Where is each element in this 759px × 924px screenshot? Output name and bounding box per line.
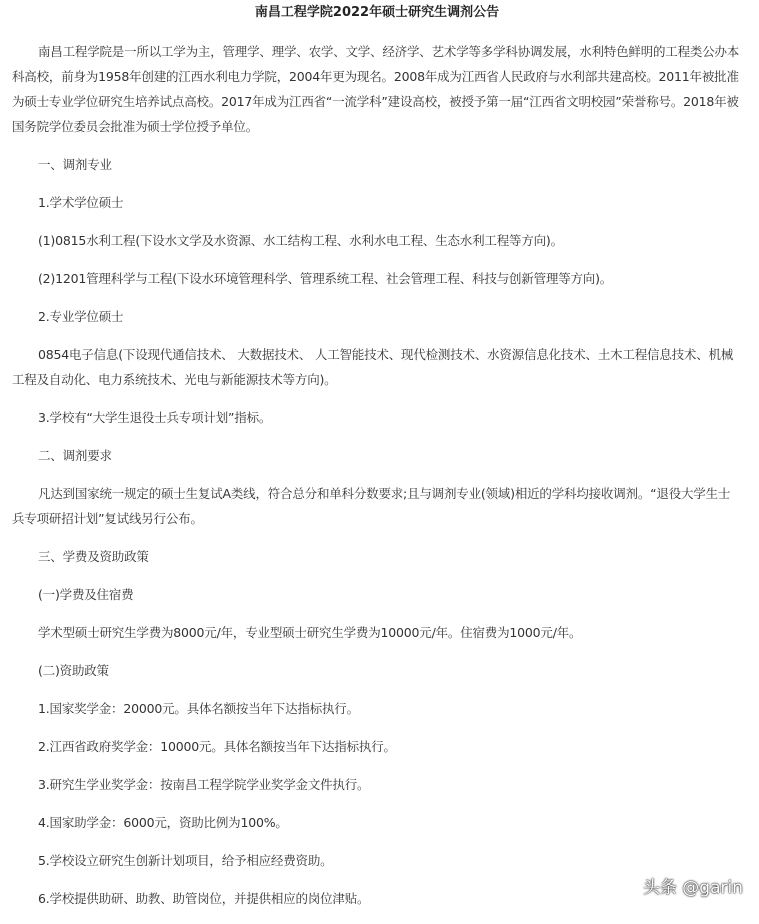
paragraph: 三、学费及资助政策 [38, 549, 149, 564]
paragraph: 3.研究生学业奖学金：按南昌工程学院学业奖学金文件执行。 [38, 777, 370, 792]
paragraph: (2)1201管理科学与工程(下设水环境管理科学、管理系统工程、社会管理工程、科技与创新管理等方向)。 [38, 271, 613, 286]
article [12, 0, 742, 924]
paragraph: 2.江西省政府奖学金：10000元。具体名额按当年下达指标执行。 [38, 739, 396, 754]
paragraph: 二、调剂要求 [38, 448, 112, 463]
paragraph: 一、调剂专业 [38, 157, 112, 172]
paragraph: (一)学费及住宿费 [38, 587, 134, 602]
watermark: 头条 @garin [642, 878, 743, 898]
paragraph: 3.学校有“大学生退役士兵专项计划”指标。 [38, 410, 272, 425]
article-title: 南昌工程学院2022年硕士研究生调剂公告 [254, 5, 500, 20]
paragraph: 6.学校提供助研、助教、助管岗位，并提供相应的岗位津贴。 [38, 891, 370, 906]
article-body [12, 39, 742, 911]
paragraph: 5.学校设立研究生创新计划项目，给予相应经费资助。 [38, 853, 333, 868]
paragraph: 南昌工程学院是一所以工学为主，管理学、理学、农学、文学、经济学、艺术学等多学科协调发展，水利特色鲜明的工程类公办本科高校，前身为1958年创建的江西水利电力学院，2004年更为现名。2008年成为江西省人民政府与水利部共建高校。2011年被批准为硕士专业学位研究生培养试点高校。2017年成为江西省“一流学科”建设高校，被授予第一届“江西省文明校园”荣誉称号。2018年被国务院学位委员会批准为硕士学位授予单位。 [12, 44, 740, 134]
paragraph: 凡达到国家统一规定的硕士生复试A类线，符合总分和单科分数要求;且与调剂专业(领域)相近的学科均接收调剂。“退役大学生士兵专项研招计划”复试线另行公布。 [12, 486, 731, 526]
paragraph: 1.学术学位硕士 [38, 195, 124, 210]
paragraph: 4.国家助学金：6000元，资助比例为100%。 [38, 815, 288, 830]
paragraph: 0854电子信息(下设现代通信技术、 大数据技术、 人工智能技术、现代检测技术、水资源信息化技术、土木工程信息技术、机械工程及自动化、电力系统技术、光电与新能源技术等方向)。 [12, 347, 734, 387]
paragraph: (二)资助政策 [38, 663, 109, 678]
paragraph: (1)0815水利工程(下设水文学及水资源、水工结构工程、水利水电工程、生态水利工程等方向)。 [38, 233, 563, 248]
paragraph: 1.国家奖学金：20000元。具体名额按当年下达指标执行。 [38, 701, 359, 716]
paragraph: 2.专业学位硕士 [38, 309, 124, 324]
paragraph: 学术型硕士研究生学费为8000元/年，专业型硕士研究生学费为10000元/年。住宿费为1000元/年。 [38, 625, 582, 640]
